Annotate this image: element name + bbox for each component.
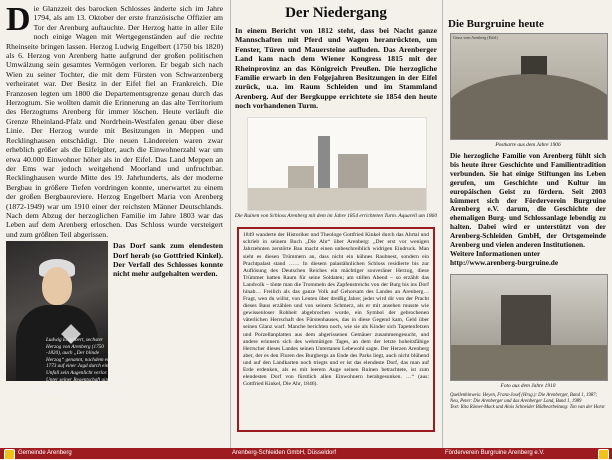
website-link[interactable]: http://www.arenberg-burgruine.de <box>450 257 559 267</box>
ruin-photo-1910 <box>450 274 608 381</box>
footer-center: Arenberg-Schleiden GmbH, Düsseldorf <box>232 450 337 456</box>
right-column <box>444 0 612 448</box>
footer-right: Förderverein Burgruine Arenberg e.V. <box>445 450 545 456</box>
credits-note: Text: Rita Römer-Mack und Alois Schneider Bildbearbeitung: Ton van der Horst <box>450 404 605 410</box>
left-paragraph-1: Die Glanzzeit des barocken Schlosses änderte sich im Jahre 1794, als am 13. Oktober der erste französische Offizier am Tor der Arenburg auftauchte. Der Herzog hatte in aller Eile noch einige Wagen mit Wertgegenständen auf die rechte Rheinseite bringen lassen. Herzog Ludwig Engelbert (1750 bis 1820) als 6. Herzog von Arenberg hatte aufgrund der großen politischen Umwälzung sein gesamtes Vermögen verloren. Er begab sich nach Wien zu seiner Tochter, die mit dem Fürsten von Schwarzenberg verheiratet war. Der Besitz in der Eifel fiel an Frankreich. Die Franzosen legten um 1800 die Departementsgrenze genau durch das Herzogtum. Sie wollten damit die Erinnerung an das alte Territorium des Herzogtums Arenberg für immer löschen. Heute verläuft die Grenze Rheinland-Pfalz und Nordrhein-Westfalen genau über diese Linie. Der Herzog wurde mit Besitzungen in Meppen und Recklinghausen entschädigt. Die neuen Ländereien waren zwar erheblich größer als die Eifelgüter, auch die Einwohnerzahl war um etwa 40.000 Einwohner höher als in der Eifel. Das Land Meppen an der Ems war jedoch weitgehend Moorland und unfruchtbar. Recklinghausen wurde Mitte des 19. Jahrhunderts, als der moderne Bergbau in größere Tiefen vordringen konnte, unerwartet zu einem der großen Bergbaureviere. Herzog Engelbert Maria von Arenberg (1872-1949) war um 1910 einer der reichsten Männer Deutschlands. Nach dem Abzug der herzoglichen Familie im Jahre 1803 war das Leben auf dem Arenberg erloschen. Das Schloss wurde versteigert und zum größten Teil abgerissen. <box>6 1 223 239</box>
footer-left: Gemeinde Arenberg <box>18 450 72 456</box>
center-paragraph: In einem Bericht von 1812 steht, dass bei Nacht ganze Mannschaften mit Pferd und Wagen heranrückten, um Fenster, Türen und Mauersteine aufluden. Das Arenberger Land kam nach dem Wiener Kongress 1815 mit der Rheinprovinz an das Königreich Preußen. Die herzogliche Familie erwarb in den Folgejahren Besitzungen in der Eifel zurück, u.a. im Raum Schleiden und im Stammland Arenberg. Auf der Bergkuppe errichtete sie 1854 den heute noch vorhandenen Turm. <box>235 26 437 111</box>
verein-crest-icon <box>598 449 609 460</box>
photo-1910-caption: Foto aus dem Jahre 1910 <box>500 382 556 389</box>
sources-note: Quellenhinweis: Heyen, Franz-Josef (Hrsg.): Die Arenberger, Band 1, 1987; Neu, Peter: Die Arenberger und das Arenberger Land, Band 1, 1989 <box>450 392 598 404</box>
column-divider <box>442 0 443 448</box>
right-paragraph: Die herzogliche Familie von Arenberg fühlt sich bis heute ihrer Geschichte und Familientradition verbunden. Sie hat einige Stiftungen ins Leben gerufen, um Geschichte und Kultur im europäischen Geist zu fördern. Seit 2003 kümmert sich der Förderverein Burgruine Arenberg e.V. darum, die Geschichte der ehemaligen Burg- und Schlossanlage lebendig zu halten. Dabei wird er unterstützt von der Arenberg-Schleiden GmbH, der Ortsgemeinde Arenberg und vielen anderen Institutionen. <box>450 151 606 250</box>
postcard-header: Gruss vom Arenberg (Eifel) <box>453 35 498 40</box>
postcard-caption: Postkarte aus dem Jahre 1906 <box>495 142 561 148</box>
left-column <box>0 0 229 448</box>
center-column <box>231 0 441 448</box>
arenberg-crest-icon <box>4 449 15 460</box>
postcard-image <box>450 33 608 140</box>
castle-watercolor-image <box>247 117 427 211</box>
right-heading: Die Burgruine heute <box>448 18 544 30</box>
left-paragraph-2: Das Dorf sank zum elendesten Dorf herab (so Gottfried Kinkel). Der Verfall des Schlosses konnte nicht mehr aufgehalten werden. <box>113 241 223 279</box>
portrait-caption: Ludwig Engelbert, sechster Herzog von Arenberg (1750 -1820), auch „Der blinde Herzog“ genannt, nachdem er 1773 auf einer Jagd durch einen Unfall sein Augenlicht verlor. Unter seiner Regentschaft gingen das barocke Schloss und die Besitzungen in der Eifel verloren. <box>46 337 116 396</box>
info-label: Weitere Informationen unter <box>450 248 541 258</box>
castle-image-caption: Die Ruinen von Schloss Arenberg mit dem im Jahre 1854 errichteten Turm. Aquarell um 1860 <box>234 212 438 219</box>
kinkel-quote-box: 1849 wanderte der Historiker und Theologe Gottfried Kinkel durch das Ahrtal und schrieb in seinem Buch „Die Ahr“ über Arenberg: „Der erst vor wenigen Jahrzehnten zerstörte Bau macht einen unbeschreiblich widrigen Eindruck. Man sieht es diesen Trümmern an, dass nicht ein kühnes Raubnest, sondern ein Prachtpalast stand …… In diesem palastähnlichen Schloss residierte bis zur Auflösung des Deutschen Reiches ein mächtiger souveräner Herzog, diese Trümmer hatten Raum für seine Soldaten; am stillen Abend – so erzählt das Landvolk – tönte man die Trommeln des Zapfenstreichs von der Burg bis ins Dorf hinab… Freilich als das ganze Volk auf Gehorsam des Landes an Arenberg… Fragt, wen du willst, von Leuten über dreißig Jahre; jeder wird dir von der Pracht dieses Baus erzählen und von seinem Schmerz, als er mit ansehen musste wie gewissenloser Rohheit abgebrochen wurde, ein Symbol der gebrochenen väterlichen Herrschaft des Fürstenhauses, das in diese Gegend kam, Geld über seinen Glanz warf. Manche berichten noch, wie sie als Kinder sich Tapetenfetzen und Porzellanplatten aus dem abgerissenen Gemäuer zusammengesucht, und andere erinnern sich des wehmütigen Tages, an dem der letzte hoheitsfähige Herrscher dieses Landes seinen Untertanen Lebewohl sagte. Der Herzen Arenberg aber, der es den Fluren des Burgbergs an Ende des Parks liegt, auch nicht blühend und auf den Landkarten noch triegts und er ist das elendeste Dorf, das man auf Erde erdenken, als es mit leerem Auge seinen Ruinen betrachtete, ist zum elendesten Dorf von fürstlich allen Einwohnern herabgesunken. …“ (aus: Gottfried Kinkel, Die Ahr, 1846). <box>237 227 435 432</box>
page-title: Der Niedergang <box>285 5 387 21</box>
footer-bar <box>0 448 612 459</box>
drop-cap: D <box>6 1 31 38</box>
